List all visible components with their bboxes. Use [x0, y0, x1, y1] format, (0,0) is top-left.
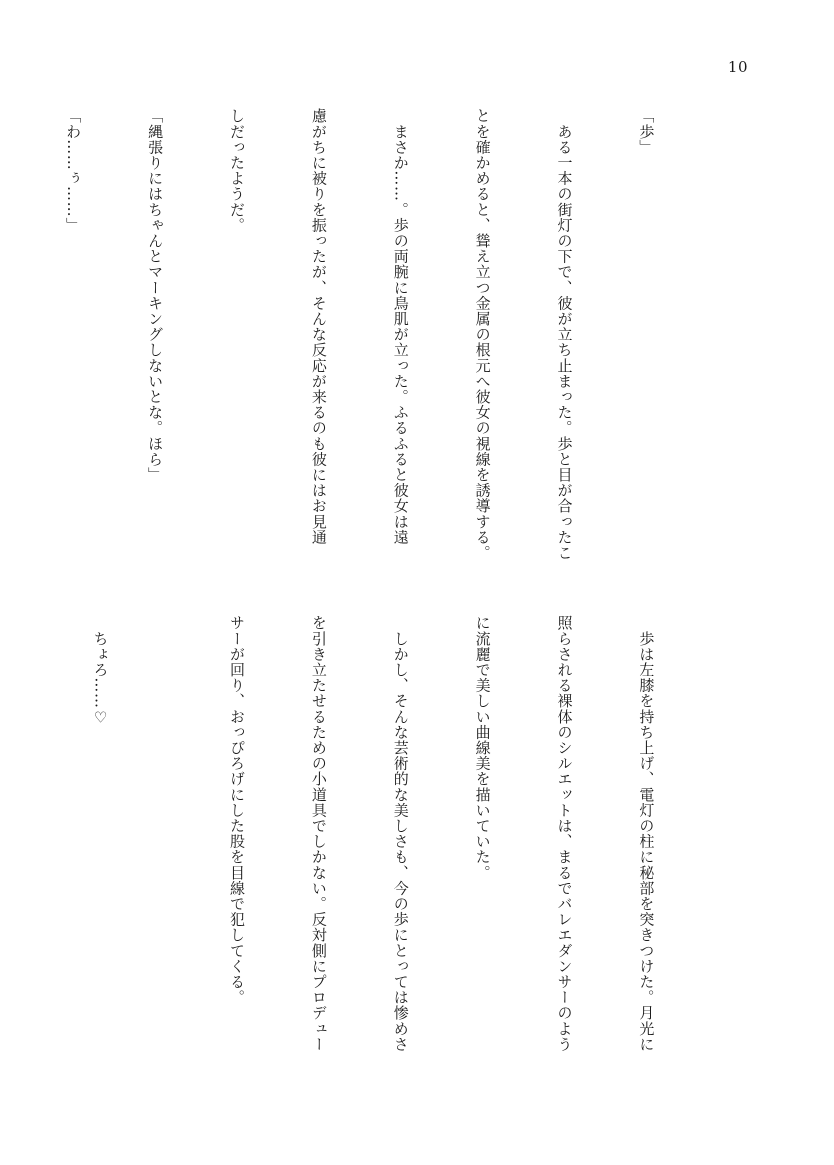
text-line: 「歩」 — [637, 108, 656, 155]
text-line: 歩は左膝を持ち上げ、電灯の柱に秘部を突きつけた。月光に — [637, 615, 656, 1052]
text-line: 照らされる裸体のシルエットは、まるでバレエダンサーのよう — [555, 615, 574, 1052]
text-line: しだったようだ。 — [227, 108, 246, 233]
text-line: 慮がちに被りを振ったが、そんな反応が来るのも彼にはお見通 — [309, 108, 328, 545]
text-line: を引き立たせるための小道具でしかない。反対側にプロデュー — [309, 615, 328, 1052]
text-line: ある一本の街灯の下で、彼が立ち止まった。歩と目が合ったこ — [555, 108, 574, 561]
text-line: に流麗で美しい曲線美を描いていた。 — [473, 615, 492, 881]
text-line: 「わ……ぅ……」 — [64, 108, 83, 233]
upper-text-block — [0, 108, 714, 570]
text-line — [0, 108, 4, 570]
text-line: サーが回り、おっぴろげにした股を目線で犯してくる。 — [227, 615, 246, 1005]
text-line: まさか……。歩の両腕に鳥肌が立った。ふるふると彼女は遠 — [391, 108, 410, 545]
text-line: とを確かめると、聳え立つ金属の根元へ彼女の視線を誘導する。 — [473, 108, 492, 561]
lower-text-block — [0, 615, 714, 1065]
text-line: ちょろ……♡ — [91, 615, 110, 728]
text-line: しかし、そんな芸術的な美しさも、今の歩にとっては惨めさ — [391, 615, 410, 1052]
page-number: 10 — [727, 58, 748, 76]
text-line: 「縄張りにはちゃんとマーキングしないとな。ほら」 — [146, 108, 165, 483]
